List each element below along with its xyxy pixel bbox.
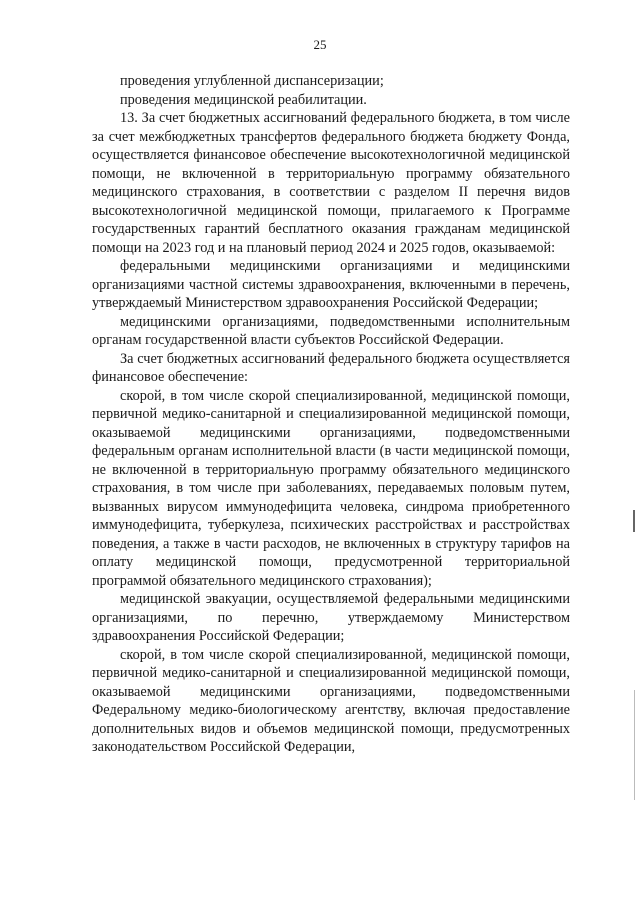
paragraph: скорой, в том числе скорой специализированной, медицинской помощи, первичной медико-санитарной и специализированной медицинской помощи, оказываемой медицинскими организациями, подведомственными федеральным органам исполнительной власти (в части медицинской помощи, не включенной в территориальную программу обязательного медицинского страхования, в том числе при заболеваниях, передаваемых половым путем, вызванных вирусом иммунодефицита человека, синдрома приобретенного иммунодефицита, туберкулеза, психических расстройствах и расстройствах поведения, а также в части расходов, не включенных в структуру тарифов на оплату медицинской помощи, предусмотренной территориальной программой обязательного медицинского страхования); xyxy=(92,387,570,589)
paragraph: За счет бюджетных ассигнований федерального бюджета осуществляется финансовое обеспечение: xyxy=(92,350,570,385)
paragraph: федеральными медицинскими организациями и медицинскими организациями частной системы здравоохранения, включенными в перечень, утверждаемый Министерством здравоохранения Российской Федерации; xyxy=(92,258,570,311)
document-body xyxy=(92,72,570,757)
paragraph: медицинской эвакуации, осуществляемой федеральными медицинскими организациями, по перечню, утверждаемому Министерством здравоохранения Российской Федерации; xyxy=(92,591,570,644)
scan-edge-mark xyxy=(633,510,635,532)
page-number: 25 xyxy=(313,37,327,52)
paragraph: проведения углубленной диспансеризации; xyxy=(120,73,384,89)
scan-edge-mark xyxy=(634,690,635,800)
paragraph: 13. За счет бюджетных ассигнований федерального бюджета, в том числе за счет межбюджетных трансфертов федерального бюджета бюджету Фонда, осуществляется финансовое обеспечение высокотехнологичной медицинской помощи, не включенной в территориальную программу обязательного медицинского страхования, в соответствии с разделом II перечня видов высокотехнологичной медицинской помощи, прилагаемого к Программе государственных гарантий бесплатного оказания гражданам медицинской помощи на 2023 год и на плановый период 2024 и 2025 годов, оказываемой: xyxy=(92,110,570,256)
paragraph: медицинскими организациями, подведомственными исполнительным органам государственной власти субъектов Российской Федерации. xyxy=(92,313,570,348)
paragraph: проведения медицинской реабилитации. xyxy=(120,91,367,108)
paragraph: скорой, в том числе скорой специализированной, медицинской помощи, первичной медико-санитарной и специализированной медицинской помощи, оказываемой медицинскими организациями, подведомственными Федеральному медико-биологическому агентству, включая предоставление дополнительных видов и объемов медицинской помощи, предусмотренных законодательством Российской Федерации, xyxy=(92,646,570,755)
